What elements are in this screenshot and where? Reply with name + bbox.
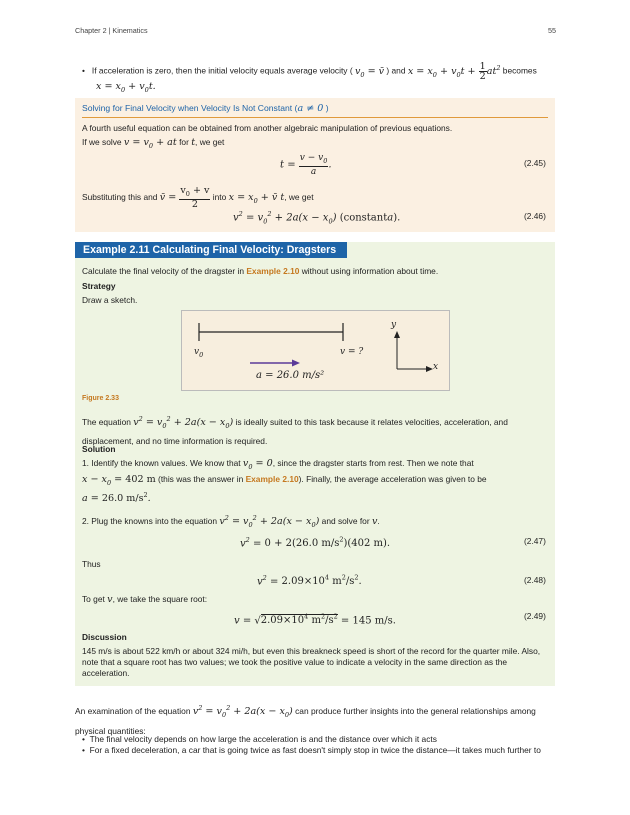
equation-number-2-49: (2.49): [524, 611, 546, 621]
sqrt-intro: To get v, we take the square root:: [82, 594, 208, 605]
box-title-rule: [82, 117, 548, 118]
strategy-text: Draw a sketch.: [82, 295, 138, 305]
running-header-chapter: Chapter 2 | Kinematics: [75, 26, 148, 35]
equation-2-47: $v^2 = 0 + 2(26.0$ $m/s^2)(402$ m).: [240, 536, 391, 550]
list-item: • The final velocity depends on how large the acceleration is and the distance over which it acts: [82, 734, 437, 744]
y-axis-arrow-icon: [394, 331, 400, 338]
solution-heading: Solution: [82, 444, 116, 454]
closing-paragraph: An examination of the equation $v^2 = v_0^2 + 2a(x - x_0)$ can produce further insights into the general relationships among physical quantities:: [75, 704, 536, 737]
top-bullet-text-after: becomes: [502, 65, 537, 76]
equation-number-2-47: (2.47): [524, 536, 546, 546]
sketch-accel-label: a = 26.0 m/s²: [256, 370, 325, 381]
example-title: Example 2.11 Calculating Final Velocity: Dragsters: [75, 242, 347, 258]
equation-2-49: $v = √2.09\times 10^4$ $m^2/s^2 = 145$ m/s.: [234, 613, 396, 627]
x-axis-arrow-icon: [426, 366, 433, 372]
sketch-v0-label: $v_0$: [194, 347, 204, 359]
thus-label: Thus: [82, 559, 101, 569]
top-bullet-text-before: If acceleration is zero, then the initial velocity equals average velocity (: [91, 65, 353, 76]
math-x-equals-x0-plus-v0t: $x = x_0 + v_0t$.: [96, 81, 156, 94]
math-v0-equals-vbar: $v_0$ = v̄: [354, 65, 385, 79]
box-paragraph-1: A fourth useful equation can be obtained from another algebraic manipulation of previous equations.: [82, 123, 453, 133]
discussion-text: 145 m/s is about 522 km/h or about 324 mi/h, but even this breakneck speed is short of the record for the quarter mile. Also, note that a square root has two values; we took the positive value to indicate a velocity in the same direction as the acceleration.: [82, 646, 541, 678]
figure-label: Figure 2.33: [82, 395, 119, 402]
solution-step-1: 1. Identify the known values. We know that $v_0 = 0$, since the dragster starts from rest. Then we note that: [82, 458, 474, 471]
example-2-10-link-2[interactable]: Example 2.10: [245, 474, 299, 484]
sketch-y-label: y: [391, 320, 397, 330]
solution-step-2: 2. Plug the knowns into the equation $v^2 = v_0^2 + 2a(x - x_0)$ and solve for v.: [82, 514, 380, 530]
sketch-v-label: v = ?: [340, 347, 364, 357]
acceleration-arrow-icon: [292, 360, 300, 367]
page-number: 55: [548, 26, 556, 35]
example-intro: Calculate the final velocity of the dragster in Example 2.10 without using information about time.: [82, 266, 439, 276]
equation-number-2-46: (2.46): [524, 211, 546, 221]
equation-number-2-48: (2.48): [524, 575, 546, 585]
example-paragraph-1: The equation $v^2 = v_0^2 + 2a(x - x_0)$ is ideally suited to this task because it relates velocities, acceleration, and displacement, and no time information is required.: [82, 415, 508, 447]
sketch-x-label: x: [433, 362, 439, 372]
top-bullet-text-mid: ) and: [386, 65, 406, 76]
math-acceleration-value: a = 26.0 $m/s^2$.: [82, 491, 151, 505]
dragster-sketch: [181, 310, 450, 391]
equation-2-46: $v^2 = v_0^2 + 2a(x - x_0)$ (constanta).: [233, 210, 401, 226]
equation-number-2-45: (2.45): [524, 158, 546, 168]
box-title: Solving for Final Velocity when Velocity Is Not Constant (a ≠ 0 ): [82, 103, 329, 114]
solution-step-1-line-2: $x - x_0 = 402$ m (this was the answer in Example 2.10). Finally, the average acceleration was given to be: [82, 474, 487, 487]
example-2-10-link[interactable]: Example 2.10: [246, 266, 300, 276]
math-position-equation: $x = x_0 + v_0t$ +: [407, 65, 479, 79]
list-item: • For a fixed deceleration, a car that is going twice as fast doesn't simply stop in twice the distance—it takes much further to: [82, 745, 541, 755]
strategy-heading: Strategy: [82, 281, 116, 291]
equation-2-48: $v^2 = 2.09\times 10^4$ $m^2/s^2$.: [257, 574, 362, 588]
equation-2-45: t = $\frac{v - v_0}{a}$ .: [280, 153, 332, 177]
closing-bullets: [82, 734, 552, 756]
bullet-dot: •: [82, 65, 90, 76]
discussion-heading: Discussion: [82, 632, 127, 642]
box-paragraph-3: Substituting this and v̄ = $\frac{v_0 + v}{2}$ into $x = x_0$ + v̄ t, we get: [82, 185, 314, 210]
box-paragraph-2: If we solve $v = v_0$ + at for t, we get: [82, 137, 225, 150]
top-bullet: • If acceleration is zero, then the initial velocity equals average velocity ( $v_0$ = v̄ ) and $x = x_0 + v_0t$ + $\frac{1}{2}$ $at^2$ becomes: [82, 61, 537, 82]
